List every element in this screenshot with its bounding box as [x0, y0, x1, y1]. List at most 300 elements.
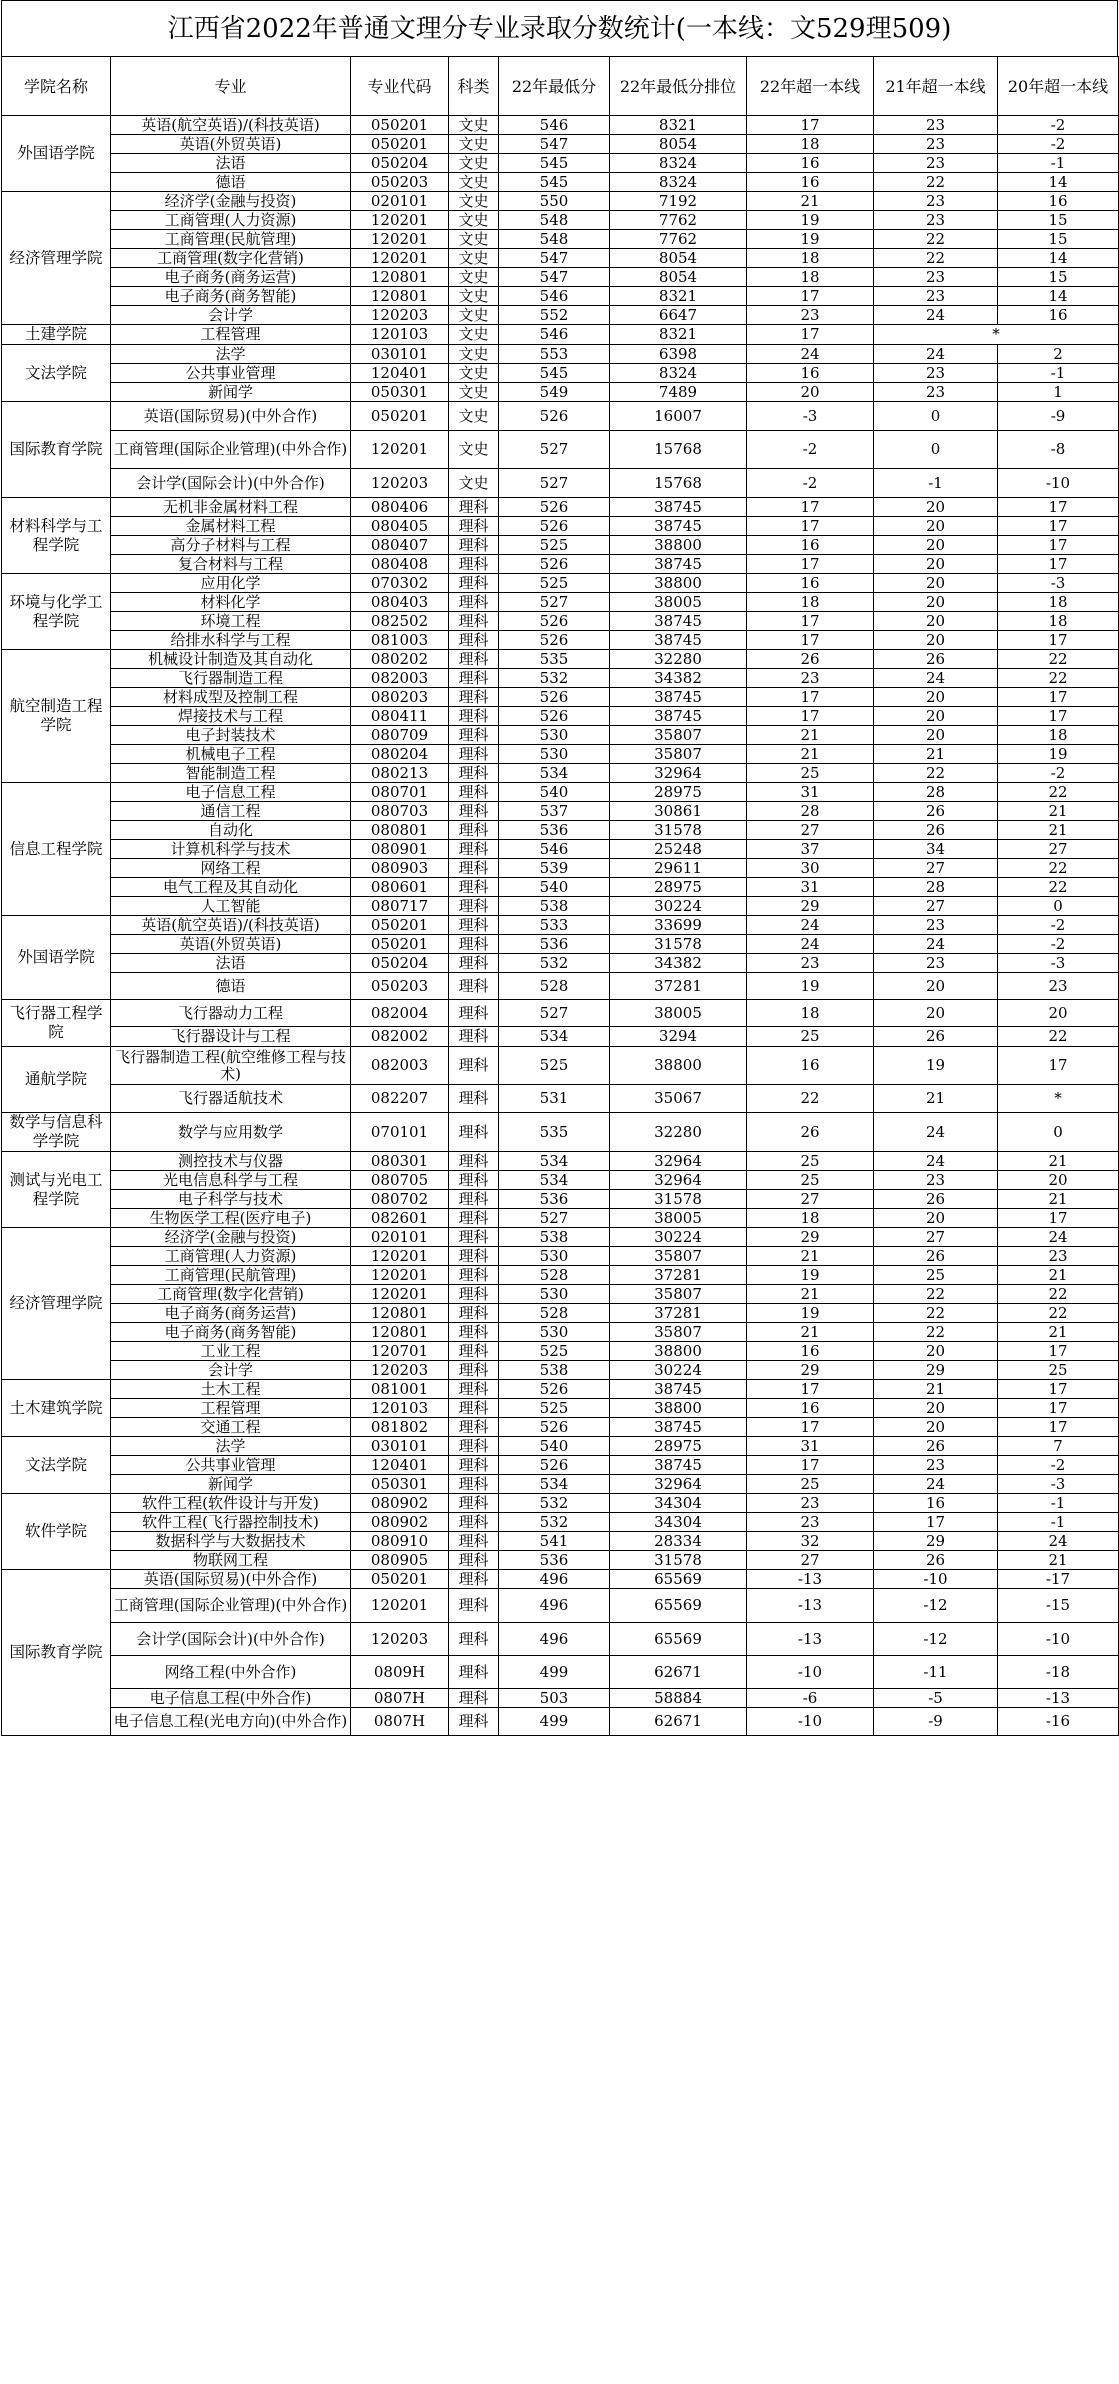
table-row [2, 431, 1119, 469]
over-line-20-cell: 1 [998, 383, 1119, 402]
min-score-cell: 540 [499, 783, 610, 802]
major-cell: 法学 [111, 1437, 351, 1456]
over-line-20-cell: -16 [998, 1708, 1119, 1736]
min-score-cell: 526 [499, 688, 610, 707]
category-cell: 理科 [449, 1689, 499, 1708]
category-cell: 理科 [449, 840, 499, 859]
major-cell: 英语(航空英语)/(科技英语) [111, 116, 351, 135]
major-cell: 交通工程 [111, 1418, 351, 1437]
over-line-20-cell: 14 [998, 173, 1119, 192]
min-rank-cell: 38745 [610, 498, 747, 517]
min-score-cell: 496 [499, 1589, 610, 1623]
major-cell: 英语(外贸英语) [111, 135, 351, 154]
category-cell: 理科 [449, 916, 499, 935]
over-line-22-cell: -6 [747, 1689, 874, 1708]
table-row [2, 1494, 1119, 1513]
major-cell: 经济学(金融与投资) [111, 192, 351, 211]
over-line-20-cell: 23 [998, 1247, 1119, 1266]
over-line-22-cell: 17 [747, 631, 874, 650]
college-name-cell: 外国语学院 [2, 916, 111, 1000]
category-cell: 文史 [449, 211, 499, 230]
over-line-20-cell: -17 [998, 1570, 1119, 1589]
min-rank-cell: 7762 [610, 230, 747, 249]
category-cell: 理科 [449, 669, 499, 688]
code-cell: 081001 [351, 1380, 449, 1399]
min-rank-cell: 38800 [610, 1399, 747, 1418]
major-cell: 生物医学工程(医疗电子) [111, 1209, 351, 1228]
category-cell: 理科 [449, 1656, 499, 1689]
over-line-22-cell: 30 [747, 859, 874, 878]
header-major: 专业 [111, 57, 351, 116]
min-score-cell: 547 [499, 268, 610, 287]
over-line-21-cell: 26 [874, 802, 998, 821]
category-cell: 理科 [449, 688, 499, 707]
over-line-20-cell: -1 [998, 364, 1119, 383]
code-cell: 050201 [351, 402, 449, 431]
category-cell: 理科 [449, 1027, 499, 1047]
min-score-cell: 527 [499, 593, 610, 612]
code-cell: 080709 [351, 726, 449, 745]
header-min-rank: 22年最低分排位 [610, 57, 747, 116]
min-score-cell: 503 [499, 1689, 610, 1708]
min-rank-cell: 28975 [610, 1437, 747, 1456]
min-score-cell: 534 [499, 1027, 610, 1047]
over-line-21-cell: 24 [874, 1475, 998, 1494]
table-row [2, 1152, 1119, 1171]
table-row [2, 268, 1119, 287]
category-cell: 理科 [449, 1266, 499, 1285]
over-line-20-cell: 24 [998, 1228, 1119, 1247]
over-line-21-cell: 0 [874, 402, 998, 431]
min-score-cell: 528 [499, 1266, 610, 1285]
over-line-20-cell: -13 [998, 1689, 1119, 1708]
over-line-20-cell: -2 [998, 935, 1119, 954]
over-line-20-cell: -10 [998, 1623, 1119, 1656]
major-cell: 人工智能 [111, 897, 351, 916]
admission-score-table [1, 56, 1119, 1736]
over-line-21-cell: 23 [874, 211, 998, 230]
over-line-21-cell: 23 [874, 287, 998, 306]
category-cell: 理科 [449, 555, 499, 574]
category-cell: 文史 [449, 135, 499, 154]
over-line-21-cell: 20 [874, 1399, 998, 1418]
major-cell: 软件工程(软件设计与开发) [111, 1494, 351, 1513]
major-cell: 工商管理(国际企业管理)(中外合作) [111, 431, 351, 469]
min-rank-cell: 33699 [610, 916, 747, 935]
over-line-22-cell: 23 [747, 669, 874, 688]
code-cell: 020101 [351, 1228, 449, 1247]
table-row [2, 287, 1119, 306]
over-line-22-cell: 21 [747, 1323, 874, 1342]
over-line-21-cell: 28 [874, 878, 998, 897]
over-line-21-cell: 20 [874, 707, 998, 726]
over-line-20-cell: 16 [998, 192, 1119, 211]
over-line-20-cell: -2 [998, 1456, 1119, 1475]
major-cell: 通信工程 [111, 802, 351, 821]
min-rank-cell: 35807 [610, 1247, 747, 1266]
major-cell: 网络工程(中外合作) [111, 1656, 351, 1689]
table-row [2, 383, 1119, 402]
over-line-20-cell: 24 [998, 1532, 1119, 1551]
over-line-21-cell: 22 [874, 764, 998, 783]
category-cell: 理科 [449, 1494, 499, 1513]
header-over-line-22: 22年超一本线 [747, 57, 874, 116]
min-score-cell: 526 [499, 517, 610, 536]
major-cell: 电子商务(商务智能) [111, 1323, 351, 1342]
over-line-22-cell: -13 [747, 1589, 874, 1623]
min-rank-cell: 37281 [610, 1304, 747, 1323]
code-cell: 050203 [351, 973, 449, 1000]
over-line-20-cell: -15 [998, 1589, 1119, 1623]
over-line-21-cell: 20 [874, 612, 998, 631]
over-line-22-cell: 23 [747, 954, 874, 973]
category-cell: 理科 [449, 1532, 499, 1551]
min-rank-cell: 34304 [610, 1494, 747, 1513]
major-cell: 英语(国际贸易)(中外合作) [111, 1570, 351, 1589]
over-line-22-cell: 16 [747, 536, 874, 555]
over-line-22-cell: 17 [747, 325, 874, 345]
min-rank-cell: 31578 [610, 1551, 747, 1570]
min-score-cell: 526 [499, 555, 610, 574]
table-row [2, 469, 1119, 498]
min-score-cell: 532 [499, 669, 610, 688]
table-row [2, 1000, 1119, 1027]
over-line-22-cell: 29 [747, 1228, 874, 1247]
category-cell: 文史 [449, 268, 499, 287]
table-row [2, 1209, 1119, 1228]
code-cell: 080902 [351, 1494, 449, 1513]
over-line-21-cell: 23 [874, 954, 998, 973]
code-cell: 082003 [351, 1047, 449, 1085]
code-cell: 080403 [351, 593, 449, 612]
major-cell: 英语(外贸英语) [111, 935, 351, 954]
min-score-cell: 526 [499, 612, 610, 631]
min-score-cell: 546 [499, 287, 610, 306]
over-line-22-cell: 24 [747, 345, 874, 364]
over-line-21-cell: 0 [874, 431, 998, 469]
min-rank-cell: 3294 [610, 1027, 747, 1047]
min-score-cell: 499 [499, 1656, 610, 1689]
min-rank-cell: 8321 [610, 116, 747, 135]
category-cell: 理科 [449, 802, 499, 821]
major-cell: 飞行器动力工程 [111, 1000, 351, 1027]
min-score-cell: 528 [499, 973, 610, 1000]
code-cell: 030101 [351, 345, 449, 364]
min-score-cell: 526 [499, 1456, 610, 1475]
table-row [2, 726, 1119, 745]
over-line-22-cell: 20 [747, 383, 874, 402]
major-cell: 自动化 [111, 821, 351, 840]
table-row [2, 707, 1119, 726]
table-row [2, 1228, 1119, 1247]
over-line-22-cell: -2 [747, 469, 874, 498]
min-rank-cell: 58884 [610, 1689, 747, 1708]
code-cell: 050203 [351, 173, 449, 192]
category-cell: 理科 [449, 1361, 499, 1380]
category-cell: 理科 [449, 1342, 499, 1361]
over-line-20-cell: * [998, 1085, 1119, 1113]
over-line-20-cell: 20 [998, 1000, 1119, 1027]
over-line-20-cell: 14 [998, 249, 1119, 268]
major-cell: 材料成型及控制工程 [111, 688, 351, 707]
min-score-cell: 532 [499, 1494, 610, 1513]
min-rank-cell: 35807 [610, 745, 747, 764]
min-score-cell: 536 [499, 935, 610, 954]
over-line-22-cell: 16 [747, 574, 874, 593]
header-row [2, 57, 1119, 116]
table-row [2, 688, 1119, 707]
over-line-22-cell: 17 [747, 1380, 874, 1399]
college-name-cell: 材料科学与工程学院 [2, 498, 111, 574]
code-cell: 050204 [351, 154, 449, 173]
major-cell: 工商管理(民航管理) [111, 230, 351, 249]
min-score-cell: 534 [499, 1475, 610, 1494]
table-row [2, 154, 1119, 173]
category-cell: 理科 [449, 1047, 499, 1085]
category-cell: 理科 [449, 973, 499, 1000]
over-line-21-cell: 20 [874, 555, 998, 574]
over-line-22-cell: 16 [747, 1047, 874, 1085]
major-cell: 电子商务(商务智能) [111, 287, 351, 306]
category-cell: 理科 [449, 517, 499, 536]
table-row [2, 1113, 1119, 1152]
major-cell: 电子信息工程(中外合作) [111, 1689, 351, 1708]
over-line-21-cell: -11 [874, 1656, 998, 1689]
category-cell: 理科 [449, 536, 499, 555]
min-rank-cell: 7762 [610, 211, 747, 230]
code-cell: 120201 [351, 1247, 449, 1266]
over-line-21-cell: 20 [874, 574, 998, 593]
min-score-cell: 526 [499, 498, 610, 517]
min-rank-cell: 35067 [610, 1085, 747, 1113]
over-line-20-cell: -18 [998, 1656, 1119, 1689]
over-line-20-cell: 27 [998, 840, 1119, 859]
over-line-20-cell: -2 [998, 916, 1119, 935]
category-cell: 文史 [449, 383, 499, 402]
code-cell: 050201 [351, 916, 449, 935]
min-rank-cell: 35807 [610, 1323, 747, 1342]
over-line-21-cell: 27 [874, 897, 998, 916]
over-line-21-cell: 20 [874, 498, 998, 517]
code-cell: 080408 [351, 555, 449, 574]
over-line-20-cell: 15 [998, 230, 1119, 249]
category-cell: 理科 [449, 1380, 499, 1399]
table-row [2, 192, 1119, 211]
over-line-22-cell: 19 [747, 1304, 874, 1323]
min-score-cell: 536 [499, 1551, 610, 1570]
over-line-21-cell: 22 [874, 1323, 998, 1342]
code-cell: 080703 [351, 802, 449, 821]
table-row [2, 536, 1119, 555]
table-row [2, 878, 1119, 897]
over-line-22-cell: 25 [747, 1475, 874, 1494]
over-line-20-cell: -3 [998, 574, 1119, 593]
category-cell: 理科 [449, 1000, 499, 1027]
major-cell: 给排水科学与工程 [111, 631, 351, 650]
over-line-20-cell: 17 [998, 555, 1119, 574]
over-line-22-cell: 21 [747, 1285, 874, 1304]
over-line-22-cell: -10 [747, 1656, 874, 1689]
over-line-21-cell: 23 [874, 154, 998, 173]
min-score-cell: 538 [499, 1228, 610, 1247]
min-score-cell: 553 [499, 345, 610, 364]
code-cell: 120201 [351, 249, 449, 268]
over-line-20-cell: 21 [998, 1551, 1119, 1570]
code-cell: 0807H [351, 1708, 449, 1736]
category-cell: 理科 [449, 1589, 499, 1623]
min-rank-cell: 38745 [610, 707, 747, 726]
category-cell: 理科 [449, 821, 499, 840]
major-cell: 光电信息科学与工程 [111, 1171, 351, 1190]
over-line-20-cell: 17 [998, 536, 1119, 555]
min-rank-cell: 31578 [610, 1190, 747, 1209]
header-college: 学院名称 [2, 57, 111, 116]
min-rank-cell: 38745 [610, 517, 747, 536]
min-score-cell: 530 [499, 1247, 610, 1266]
min-rank-cell: 38800 [610, 1342, 747, 1361]
category-cell: 理科 [449, 1304, 499, 1323]
over-line-20-cell: 21 [998, 1190, 1119, 1209]
over-line-22-cell: 24 [747, 935, 874, 954]
min-rank-cell: 34382 [610, 954, 747, 973]
code-cell: 080905 [351, 1551, 449, 1570]
min-score-cell: 526 [499, 1418, 610, 1437]
min-rank-cell: 62671 [610, 1656, 747, 1689]
category-cell: 文史 [449, 287, 499, 306]
table-row [2, 1027, 1119, 1047]
over-line-21-cell: -1 [874, 469, 998, 498]
min-score-cell: 527 [499, 431, 610, 469]
over-line-22-cell: 26 [747, 650, 874, 669]
min-score-cell: 525 [499, 574, 610, 593]
table-row [2, 650, 1119, 669]
over-line-21-cell: 20 [874, 536, 998, 555]
code-cell: 120801 [351, 287, 449, 306]
min-score-cell: 538 [499, 1361, 610, 1380]
college-name-cell: 土木建筑学院 [2, 1380, 111, 1437]
category-cell: 理科 [449, 764, 499, 783]
table-row [2, 1304, 1119, 1323]
min-score-cell: 527 [499, 1209, 610, 1228]
min-score-cell: 546 [499, 325, 610, 345]
min-rank-cell: 6647 [610, 306, 747, 325]
major-cell: 金属材料工程 [111, 517, 351, 536]
category-cell: 文史 [449, 230, 499, 249]
over-line-22-cell: 27 [747, 1551, 874, 1570]
over-line-22-cell: 19 [747, 211, 874, 230]
min-score-cell: 526 [499, 1380, 610, 1399]
table-row [2, 859, 1119, 878]
category-cell: 理科 [449, 954, 499, 973]
over-line-21-cell: 23 [874, 383, 998, 402]
min-rank-cell: 28975 [610, 783, 747, 802]
over-line-22-cell: 17 [747, 688, 874, 707]
code-cell: 080204 [351, 745, 449, 764]
over-line-20-cell: 17 [998, 631, 1119, 650]
over-line-22-cell: -13 [747, 1623, 874, 1656]
code-cell: 080405 [351, 517, 449, 536]
over-line-20-cell: 22 [998, 878, 1119, 897]
over-line-21-cell: 27 [874, 859, 998, 878]
header-category: 科类 [449, 57, 499, 116]
min-score-cell: 530 [499, 745, 610, 764]
min-rank-cell: 30861 [610, 802, 747, 821]
code-cell: 080213 [351, 764, 449, 783]
over-line-22-cell: 19 [747, 973, 874, 1000]
header-over-line-20: 20年超一本线 [998, 57, 1119, 116]
major-cell: 英语(航空英语)/(科技英语) [111, 916, 351, 935]
min-rank-cell: 8054 [610, 135, 747, 154]
code-cell: 080910 [351, 1532, 449, 1551]
table-row [2, 1589, 1119, 1623]
table-row [2, 1190, 1119, 1209]
over-line-21-cell: -10 [874, 1570, 998, 1589]
min-rank-cell: 32964 [610, 764, 747, 783]
over-line-22-cell: 17 [747, 1418, 874, 1437]
min-rank-cell: 32964 [610, 1171, 747, 1190]
over-line-21-cell: 26 [874, 1551, 998, 1570]
college-name-cell: 通航学院 [2, 1047, 111, 1113]
major-cell: 电子信息工程(光电方向)(中外合作) [111, 1708, 351, 1736]
min-rank-cell: 38800 [610, 1047, 747, 1085]
min-score-cell: 552 [499, 306, 610, 325]
min-rank-cell: 7192 [610, 192, 747, 211]
over-line-21-cell: 23 [874, 268, 998, 287]
min-rank-cell: 25248 [610, 840, 747, 859]
major-cell: 工程管理 [111, 1399, 351, 1418]
category-cell: 理科 [449, 574, 499, 593]
over-line-22-cell: 29 [747, 1361, 874, 1380]
category-cell: 理科 [449, 745, 499, 764]
over-line-22-cell: 25 [747, 1027, 874, 1047]
over-line-21-cell: 20 [874, 726, 998, 745]
code-cell: 120801 [351, 268, 449, 287]
code-cell: 0807H [351, 1689, 449, 1708]
over-line-21-cell: 24 [874, 306, 998, 325]
over-line-21-cell: 21 [874, 1085, 998, 1113]
major-cell: 会计学(国际会计)(中外合作) [111, 1623, 351, 1656]
min-rank-cell: 15768 [610, 431, 747, 469]
over-line-20-cell: 17 [998, 517, 1119, 536]
over-line-22-cell: 22 [747, 1085, 874, 1113]
over-line-21-cell: 19 [874, 1047, 998, 1085]
min-rank-cell: 35807 [610, 726, 747, 745]
over-line-22-cell: 18 [747, 1209, 874, 1228]
over-line-22-cell: 21 [747, 192, 874, 211]
over-line-20-cell: 22 [998, 650, 1119, 669]
table-row [2, 745, 1119, 764]
over-line-22-cell: -3 [747, 402, 874, 431]
over-line-21-cell: 20 [874, 1000, 998, 1027]
category-cell: 文史 [449, 173, 499, 192]
code-cell: 080411 [351, 707, 449, 726]
code-cell: 080406 [351, 498, 449, 517]
college-name-cell: 文法学院 [2, 345, 111, 402]
over-line-22-cell: 23 [747, 1513, 874, 1532]
over-line-21-cell: 26 [874, 1027, 998, 1047]
major-cell: 数学与应用数学 [111, 1113, 351, 1152]
table-row [2, 631, 1119, 650]
code-cell: 120201 [351, 431, 449, 469]
over-line-22-cell: 17 [747, 1456, 874, 1475]
over-line-20-cell: -3 [998, 1475, 1119, 1494]
table-row [2, 1656, 1119, 1689]
over-line-21-cell: 29 [874, 1361, 998, 1380]
college-name-cell: 外国语学院 [2, 116, 111, 192]
min-rank-cell: 65569 [610, 1570, 747, 1589]
college-name-cell: 经济管理学院 [2, 192, 111, 325]
over-line-21-cell: 20 [874, 593, 998, 612]
